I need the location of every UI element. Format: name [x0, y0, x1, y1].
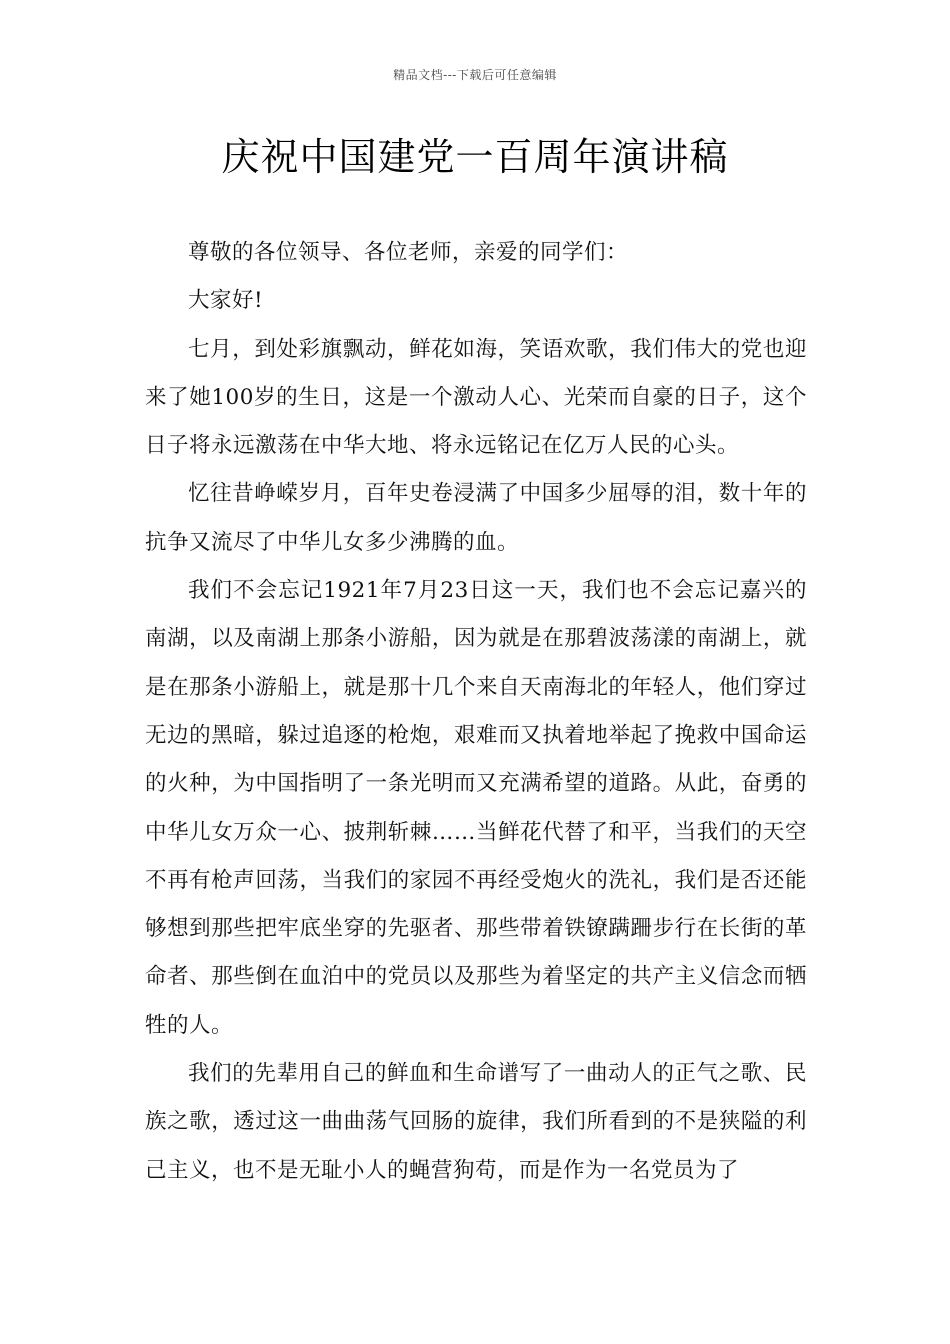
greeting-paragraph: 大家好!: [188, 288, 264, 314]
body-paragraph: 忆往昔峥嵘岁月，百年史卷浸满了中国多少屈辱的泪，数十年的抗争又流尽了中华儿女多少沸腾的血。: [145, 481, 807, 555]
document-title: 庆祝中国建党一百周年演讲稿: [221, 135, 729, 179]
salutation-paragraph: 尊敬的各位领导、各位老师，亲爱的同学们：: [188, 240, 629, 265]
header-note: 精品文档---下载后可任意编辑: [393, 68, 557, 82]
body-paragraph: 七月，到处彩旗飘动，鲜花如海，笑语欢歌，我们伟大的党也迎来了她100岁的生日，这是一个激动人心、光荣而自豪的日子，这个日子将永远激荡在中华大地、将永远铭记在亿万人民的心头。: [145, 336, 807, 459]
body-paragraph: 我们不会忘记1921年7月23日这一天，我们也不会忘记嘉兴的南湖，以及南湖上那条小游船，因为就是在那碧波荡漾的南湖上，就是在那条小游船上，就是那十几个来自天南海北的年轻人，他们穿过无边的黑暗，躲过追逐的枪炮，艰难而又执着地举起了挽救中国命运的火种，为中国指明了一条光明而又充满希望的道路。从此，奋勇的中华儿女万众一心、披荆斩棘……当鲜花代替了和平，当我们的天空不再有枪声回荡，当我们的家园不再经受炮火的洗礼，我们是否还能够想到那些把牢底坐穿的先驱者、那些带着铁镣蹒跚步行在长街的革命者、那些倒在血泊中的党员以及那些为着坚定的共产主义信念而牺牲的人。: [145, 578, 807, 1038]
document-body: [145, 229, 807, 1195]
body-paragraph: 我们的先辈用自己的鲜血和生命谱写了一曲动人的正气之歌、民族之歌，透过这一曲曲荡气回肠的旋律，我们所看到的不是狭隘的利己主义，也不是无耻小人的蝇营狗苟，而是作为一名党员为了: [145, 1061, 807, 1183]
